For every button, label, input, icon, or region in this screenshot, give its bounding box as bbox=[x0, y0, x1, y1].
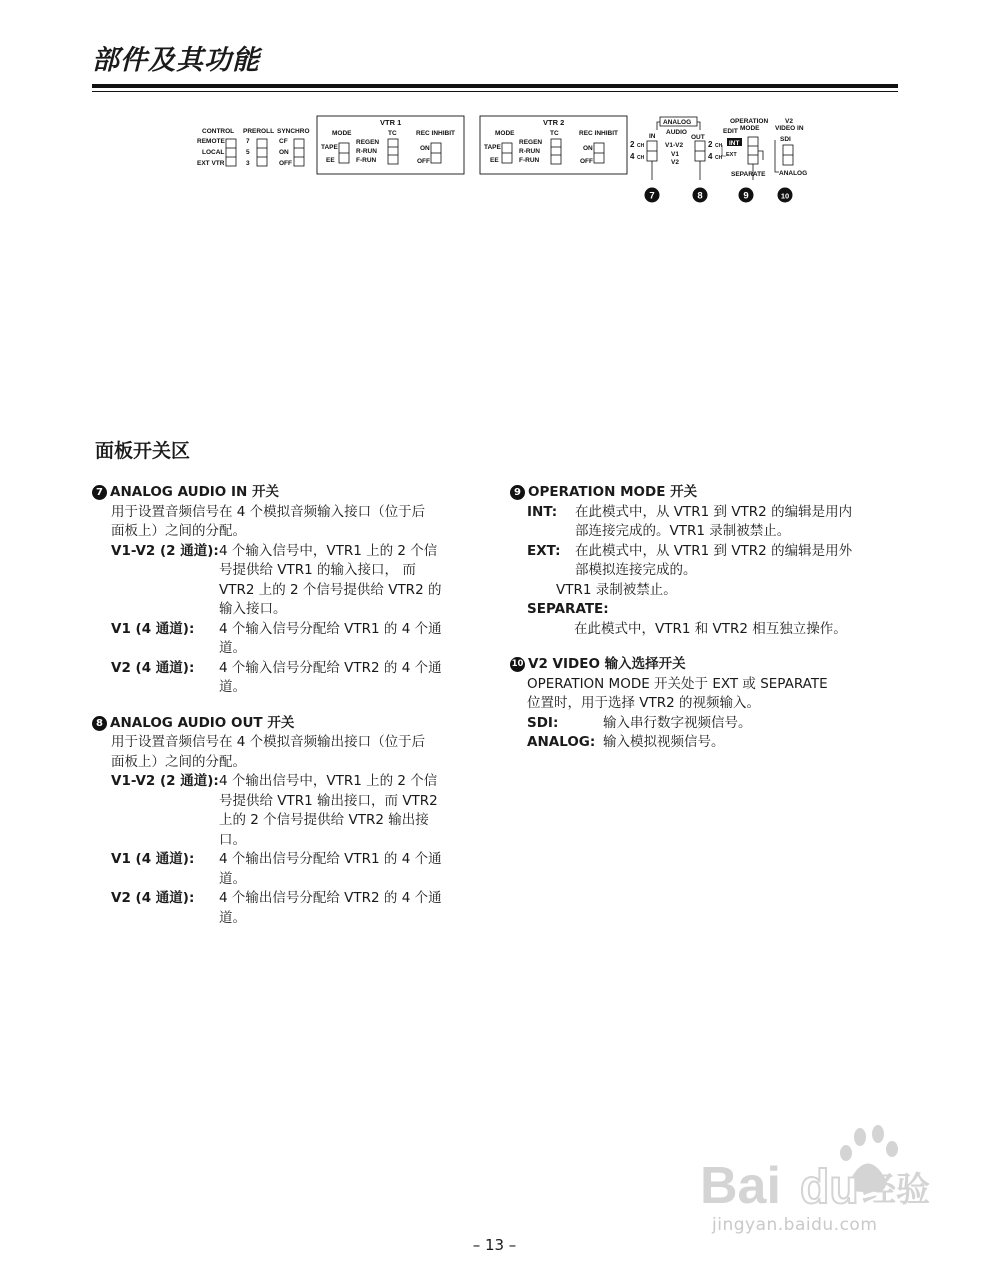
item9-option-int bbox=[510, 503, 902, 542]
v2video-switch bbox=[775, 140, 793, 172]
item10-heading bbox=[510, 655, 902, 675]
item9-ext-extra: VTR1 录制被禁止。 bbox=[556, 581, 677, 598]
audio-in: IN bbox=[649, 133, 656, 140]
vtr1-ee: EE bbox=[326, 157, 335, 164]
opmode-separate: SEPARATE bbox=[731, 171, 766, 178]
item10-number-badge: 10 bbox=[510, 657, 525, 672]
vtr1-mode: MODE bbox=[332, 130, 352, 137]
item10-description bbox=[510, 675, 902, 714]
audio-in-4: 4 bbox=[630, 152, 635, 161]
v2video-title2: VIDEO IN bbox=[775, 125, 804, 132]
item7-number-badge: 7 bbox=[92, 485, 107, 500]
option-label: SDI: bbox=[527, 714, 559, 731]
item7-description bbox=[92, 503, 484, 542]
option-label: V1 (4 通道): bbox=[111, 620, 195, 637]
item7-option-v1 bbox=[92, 620, 484, 659]
vtr1-on: ON bbox=[420, 145, 430, 152]
opmode-edit: EDIT bbox=[723, 128, 738, 135]
vtr2-tc: TC bbox=[550, 130, 559, 137]
item8-number-badge: 8 bbox=[92, 716, 107, 731]
audio-v1v2: V1-V2 bbox=[665, 142, 684, 149]
audio-out-ch-a: CH bbox=[715, 143, 723, 149]
item7-option-v1v2 bbox=[92, 542, 484, 620]
vtr1-off: OFF bbox=[417, 158, 430, 165]
vtr1-tc-switch bbox=[388, 139, 398, 164]
vtr2-rec-switch bbox=[594, 143, 604, 163]
callout-8 bbox=[693, 188, 708, 203]
audio-out: OUT bbox=[691, 134, 705, 141]
option-label: V1 (4 通道): bbox=[111, 851, 195, 867]
item9-option-separate-text: 在此模式中，VTR1 和 VTR2 相互独立操作。 bbox=[574, 620, 847, 637]
section-title: 面板开关区 bbox=[95, 440, 191, 462]
option-text: 4 个输入信号分配给 VTR1 的 4 个通 道。 bbox=[219, 620, 442, 656]
preroll-opt-3: 3 bbox=[246, 160, 250, 167]
item10-option-analog bbox=[510, 733, 902, 753]
label-synchro: SYNCHRO bbox=[277, 128, 310, 135]
vtr2-title: VTR 2 bbox=[543, 118, 565, 127]
option-label: V2 (4 通道): bbox=[111, 890, 195, 906]
audio-analog: ANALOG bbox=[663, 119, 692, 126]
opmode-int: INT bbox=[729, 140, 740, 147]
item9-option-separate-label: SEPARATE: bbox=[527, 601, 609, 617]
audio-out-2: 2 bbox=[708, 140, 713, 149]
item8-description bbox=[92, 733, 484, 772]
watermark-brand2: du bbox=[800, 1161, 859, 1214]
option-text: 输入模拟视频信号。 bbox=[603, 734, 725, 750]
option-label: V1-V2 (2 通道): bbox=[111, 773, 219, 789]
item7-heading bbox=[92, 483, 484, 503]
watermark-brand: Bai bbox=[700, 1157, 781, 1215]
item10-desc-line: OPERATION MODE 开关处于 EXT 或 SEPARATE bbox=[527, 675, 828, 692]
vtr1-rec-inhibit: REC INHIBIT bbox=[416, 130, 455, 137]
audio-in-ch-a: CH bbox=[637, 143, 645, 149]
audio-out-ch-b: CH bbox=[715, 155, 723, 161]
item9-heading bbox=[510, 483, 902, 503]
control-switch bbox=[226, 139, 236, 166]
option-text: 4 个输入信号分配给 VTR2 的 4 个通 道。 bbox=[219, 659, 442, 695]
v2video-analog: ANALOG bbox=[779, 170, 808, 177]
vtr2-mode: MODE bbox=[495, 130, 515, 137]
left-column bbox=[92, 483, 484, 928]
option-text: 4 个输出信号分配给 VTR2 的 4 个通 道。 bbox=[219, 890, 442, 926]
opmode-ext: EXT bbox=[726, 152, 737, 158]
synchro-opt-on: ON bbox=[279, 149, 289, 156]
item8-option-v1v2 bbox=[92, 772, 484, 850]
vtr1-rrun: R-RUN bbox=[356, 148, 377, 155]
watermark-cn: 经验 bbox=[862, 1171, 930, 1209]
vtr1-regen: REGEN bbox=[356, 139, 380, 146]
vtr1-tape: TAPE bbox=[321, 144, 338, 151]
callout-10 bbox=[778, 188, 793, 203]
page-header-title: 部件及其功能 bbox=[92, 45, 260, 76]
vtr2-mode-switch bbox=[502, 143, 512, 163]
preroll-switch bbox=[257, 139, 267, 166]
vtr2-on: ON bbox=[583, 145, 593, 152]
vtr2-rrun: R-RUN bbox=[519, 148, 540, 155]
item8-heading bbox=[92, 714, 484, 734]
audio-v1: V1 bbox=[671, 151, 679, 158]
item7-desc-line: 面板上）之间的分配。 bbox=[111, 523, 246, 539]
callout-9 bbox=[739, 188, 754, 203]
item9-option-ext bbox=[510, 542, 902, 581]
vtr1-frun: F-RUN bbox=[356, 157, 377, 164]
front-panel-diagram bbox=[190, 110, 820, 210]
vtr1-title: VTR 1 bbox=[380, 118, 402, 127]
label-preroll: PREROLL bbox=[243, 128, 275, 135]
audio-in-2: 2 bbox=[630, 140, 635, 149]
item10-desc-line: 位置时，用于选择 VTR2 的视频输入。 bbox=[527, 695, 761, 711]
vtr2-regen: REGEN bbox=[519, 139, 543, 146]
item7-option-v2 bbox=[92, 659, 484, 698]
watermark-url: jingyan.baidu.com bbox=[712, 1215, 878, 1235]
item8-desc-line: 用于设置音频信号在 4 个模拟音频输出接口（位于后 bbox=[111, 734, 426, 750]
item10-option-sdi bbox=[510, 714, 902, 734]
preroll-opt-5: 5 bbox=[246, 149, 250, 156]
synchro-opt-cf: CF bbox=[279, 138, 288, 145]
item8-option-v1 bbox=[92, 850, 484, 889]
svg-text:7: 7 bbox=[649, 190, 655, 202]
option-text: 4 个输出信号分配给 VTR1 的 4 个通 道。 bbox=[219, 851, 442, 887]
option-text: 输入串行数字视频信号。 bbox=[603, 714, 752, 731]
item7-title: ANALOG AUDIO IN 开关 bbox=[110, 484, 279, 500]
vtr2-off: OFF bbox=[580, 158, 593, 165]
svg-text:9: 9 bbox=[743, 190, 749, 202]
audio-v2: V2 bbox=[671, 159, 679, 166]
opmode-title2: MODE bbox=[740, 125, 760, 132]
item9-number-badge: 9 bbox=[510, 485, 525, 500]
item7-desc-line: 用于设置音频信号在 4 个模拟音频输入接口（位于后 bbox=[111, 503, 426, 520]
page-number: – 13 – bbox=[472, 1236, 517, 1254]
option-text: 4 个输出信号中，VTR1 上的 2 个信 号提供给 VTR1 输出接口，而 VTR2 上的 2 个信号提供给 VTR2 输出接 口。 bbox=[219, 773, 438, 848]
option-label: INT: bbox=[527, 503, 558, 520]
audio-in-switch bbox=[647, 141, 657, 180]
vtr2-tape: TAPE bbox=[484, 144, 501, 151]
vtr2-frun: F-RUN bbox=[519, 157, 540, 164]
opmode-title1: OPERATION bbox=[730, 118, 769, 125]
option-label: V2 (4 通道): bbox=[111, 659, 195, 676]
item8-title: ANALOG AUDIO OUT 开关 bbox=[110, 714, 295, 731]
option-label: V1-V2 (2 通道): bbox=[111, 542, 219, 559]
svg-text:8: 8 bbox=[697, 190, 703, 202]
option-text: 在此模式中，从 VTR1 到 VTR2 的编辑是用外 部模拟连接完成的。 bbox=[575, 542, 853, 578]
control-opt-extvtr: EXT VTR bbox=[197, 160, 225, 167]
v2video-sdi: SDI bbox=[780, 136, 791, 143]
option-text: 4 个输入信号中，VTR1 上的 2 个信 号提供给 VTR1 的输入接口， 而 VTR2 上的 2 个信号提供给 VTR2 的 输入接口。 bbox=[219, 542, 442, 617]
control-opt-remote: REMOTE bbox=[197, 138, 225, 145]
item8-desc-line: 面板上）之间的分配。 bbox=[111, 753, 246, 770]
synchro-switch bbox=[294, 139, 304, 166]
control-opt-local: LOCAL bbox=[202, 149, 225, 156]
vtr1-rec-switch bbox=[431, 143, 441, 163]
vtr1-tc: TC bbox=[388, 130, 397, 137]
audio-in-ch-b: CH bbox=[637, 155, 645, 161]
vtr1-mode-switch bbox=[339, 143, 349, 163]
item9-title: OPERATION MODE 开关 bbox=[528, 484, 698, 500]
item10-title: V2 VIDEO 输入选择开关 bbox=[528, 656, 686, 672]
header-rule-thick bbox=[92, 84, 898, 88]
audio-out-switch bbox=[695, 141, 705, 180]
vtr2-rec-inhibit: REC INHIBIT bbox=[579, 130, 618, 137]
vtr2-tc-switch bbox=[551, 139, 561, 164]
option-label: EXT: bbox=[527, 542, 561, 559]
preroll-opt-7: 7 bbox=[246, 138, 250, 145]
option-label: ANALOG: bbox=[527, 734, 596, 750]
synchro-opt-off: OFF bbox=[279, 160, 292, 167]
label-control: CONTROL bbox=[202, 128, 235, 135]
audio-audio: AUDIO bbox=[666, 129, 687, 136]
audio-out-4: 4 bbox=[708, 152, 713, 161]
callout-7 bbox=[645, 188, 660, 203]
option-text: 在此模式中，从 VTR1 到 VTR2 的编辑是用内 部连接完成的。VTR1 录制被禁止。 bbox=[575, 503, 853, 539]
vtr2-ee: EE bbox=[490, 157, 499, 164]
header-rule-thin bbox=[92, 91, 898, 92]
item8-option-v2 bbox=[92, 889, 484, 928]
v2video-title1: V2 bbox=[785, 118, 793, 125]
svg-text:10: 10 bbox=[780, 191, 790, 201]
right-column bbox=[510, 483, 902, 753]
